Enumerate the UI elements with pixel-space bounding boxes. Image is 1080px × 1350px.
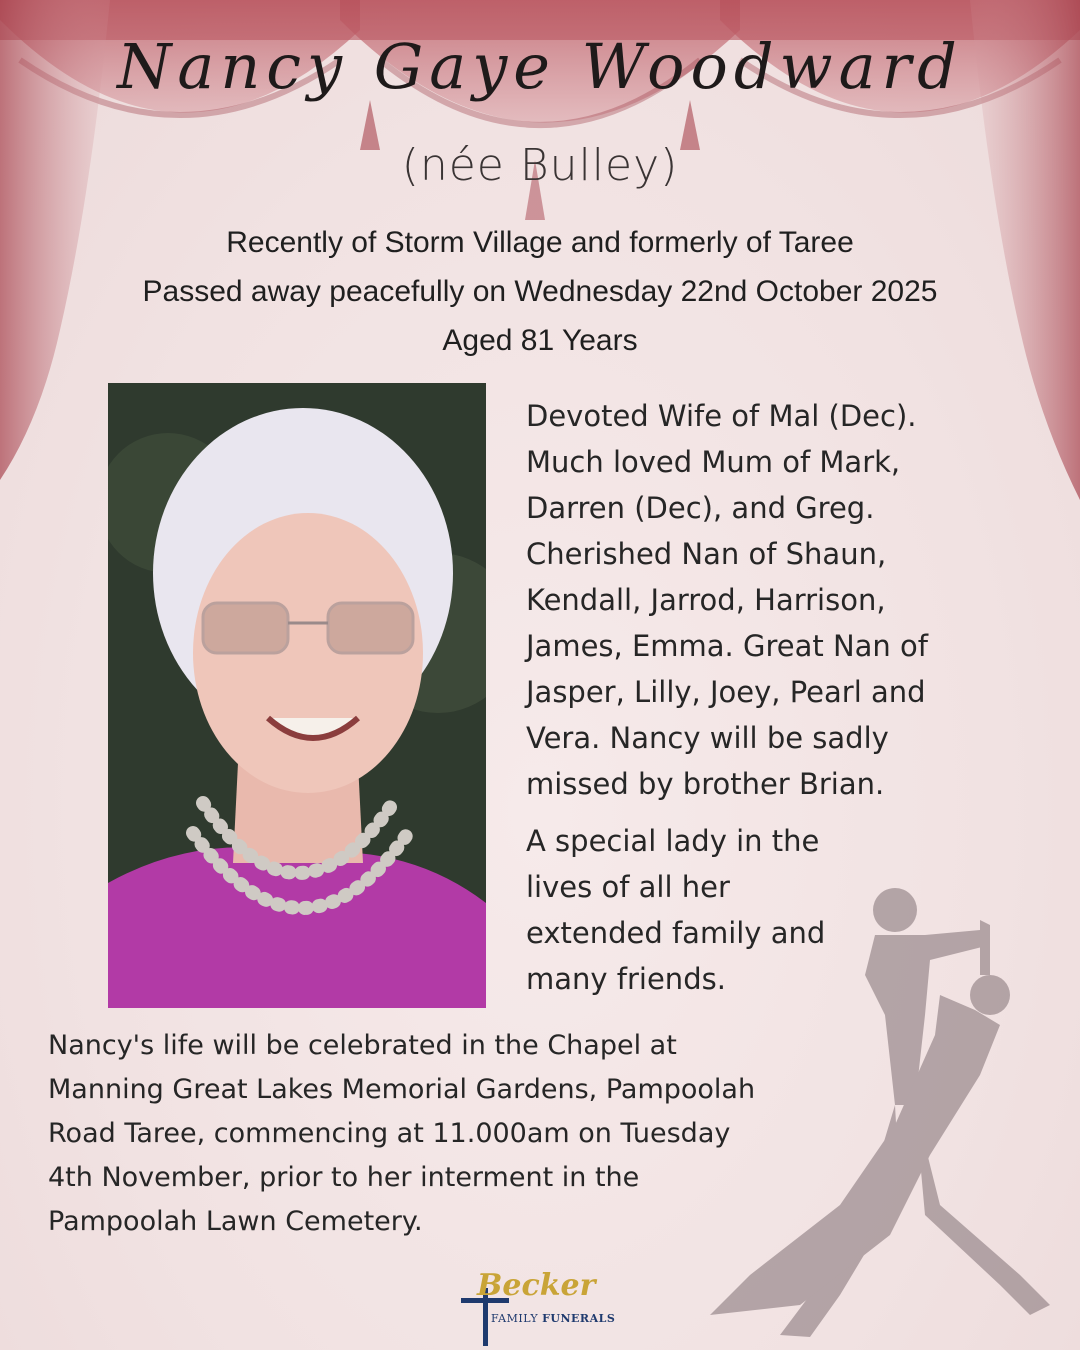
logo-name: Becker — [477, 1268, 596, 1303]
logo-subtitle — [491, 1312, 615, 1325]
family-tribute-text: Devoted Wife of Mal (Dec). Much loved Mum of Mark, Darren (Dec), and Greg. Cherished Nan of Shaun, Kendall, Jarrod, Harrison, James, Emma. Great Nan of Jasper, Lilly, Joey, Pearl and Vera. Nancy will be sadly missed by brother Brian. — [526, 399, 928, 801]
logo-sub-family: FAMILY — [491, 1312, 539, 1325]
intro-block — [0, 218, 1080, 365]
deceased-name-title: Nancy Gaye Woodward — [117, 30, 963, 103]
maiden-name: (née Bulley) — [401, 140, 679, 191]
service-details-text: Nancy's life will be celebrated in the Chapel at Manning Great Lakes Memorial Gardens, Pampoolah Road Taree, commencing at 11.000am on Tuesday 4th November, prior to her interment in the Pampoolah Lawn Cemetery. — [48, 1030, 756, 1237]
becker-funerals-logo — [455, 1268, 625, 1338]
logo-sub-funerals: FUNERALS — [542, 1312, 616, 1325]
intro-residence: Recently of Storm Village and formerly of Taree — [226, 226, 854, 259]
special-lady-text: A special lady in the lives of all her extended family and many friends. — [526, 824, 826, 996]
intro-passing-date: Passed away peacefully on Wednesday 22nd October 2025 — [142, 275, 938, 308]
intro-age: Aged 81 Years — [442, 324, 638, 357]
portrait-photo — [108, 383, 486, 1008]
